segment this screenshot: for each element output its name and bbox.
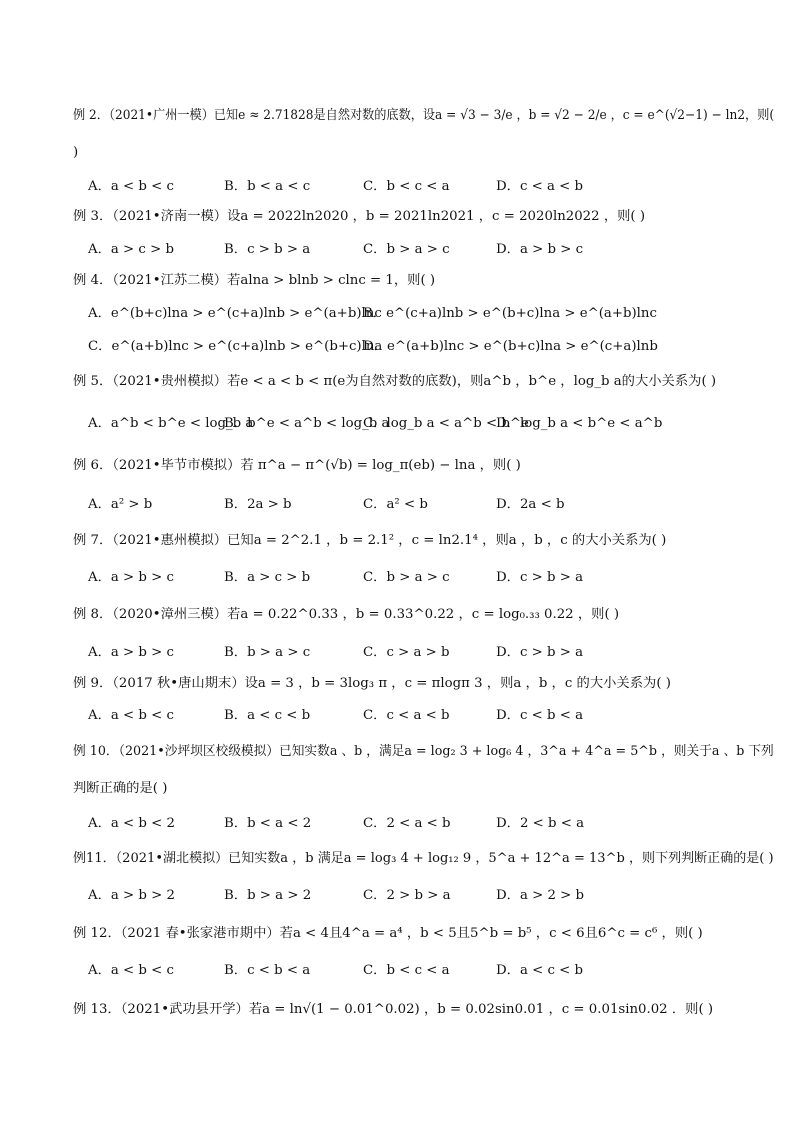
question-13-stem: 例 13．（2021•武功县开学）若a = ln√(1 − 0.01^0.02) ，b = 0.02sin0.01 ，c = 0.01sin0.02 ．则( ): [73, 1002, 714, 1017]
question-4-option-d: D．e^(a+b)lnc > e^(b+c)lna > e^(c+a)lnb: [363, 339, 658, 354]
question-3-option-a: A．a > c > b: [88, 242, 174, 257]
question-8-option-b: B．b > a > c: [224, 645, 311, 660]
question-10-option-a: A．a < b < 2: [88, 816, 175, 831]
question-8-stem: 例 8．（2020•漳州三模）若a = 0.22^0.33 ，b = 0.33^0.22 ，c = log₀.₃₃ 0.22 ，则( ): [73, 607, 620, 622]
question-7-option-b: B．a > c > b: [224, 570, 311, 585]
question-12-option-a: A．a < b < c: [88, 963, 174, 978]
question-10-option-d: D．2 < b < a: [496, 816, 585, 831]
question-9-option-b: B．a < c < b: [224, 708, 311, 723]
question-4-stem: 例 4．（2021•江苏二模）若alna > blnb > clnc = 1，则( ): [73, 273, 436, 288]
question-2-option-b: B．b < a < c: [224, 179, 311, 194]
question-5-option-a: A．a^b < b^e < log_b a: [88, 416, 254, 431]
question-5-option-b: B．b^e < a^b < log_b a: [224, 416, 390, 431]
question-11-option-a: A．a > b > 2: [88, 888, 175, 903]
question-4-option-b: B．e^(c+a)lnb > e^(b+c)lna > e^(a+b)lnc: [363, 306, 657, 321]
question-3-option-c: C．b > a > c: [363, 242, 450, 257]
question-6-option-c: C．a² < b: [363, 497, 428, 512]
question-5-option-d: D．log_b a < b^e < a^b: [496, 416, 663, 431]
question-2-option-a: A．a < b < c: [88, 179, 174, 194]
question-9-stem: 例 9．（2017 秋•唐山期末）设a = 3 ，b = 3log₃ π ，c = πlogπ 3 ，则a ，b ，c 的大小关系为( ): [73, 676, 671, 691]
question-6-option-d: D．2a < b: [496, 497, 565, 512]
question-9-option-d: D．c < b < a: [496, 708, 584, 723]
question-2-stem-cont: ): [73, 145, 79, 160]
question-6-stem: 例 6．（2021•毕节市模拟）若 π^a − π^(√b) = log_π(eb) − lna ，则( ): [73, 458, 521, 473]
question-8-option-a: A．a > b > c: [88, 645, 174, 660]
question-7-option-a: A．a > b > c: [88, 570, 174, 585]
question-4-option-a: A．e^(b+c)lna > e^(c+a)lnb > e^(a+b)lnc: [88, 306, 382, 321]
question-4-option-c: C．e^(a+b)lnc > e^(c+a)lnb > e^(b+c)lna: [88, 339, 383, 354]
question-11-option-d: D．a > 2 > b: [496, 888, 585, 903]
question-2-option-d: D．c < a < b: [496, 179, 584, 194]
question-10-option-b: B．b < a < 2: [224, 816, 312, 831]
question-8-option-d: D．c > b > a: [496, 645, 584, 660]
question-3-option-d: D．a > b > c: [496, 242, 584, 257]
question-3-option-b: B．c > b > a: [224, 242, 311, 257]
question-7-stem: 例 7．（2021•惠州模拟）已知a = 2^2.1 ，b = 2.1² ，c = ln2.1⁴ ，则a ，b ，c 的大小关系为( ): [73, 533, 667, 548]
question-2-option-c: C．b < c < a: [363, 179, 450, 194]
question-11-stem: 例11．（2021•湖北模拟）已知实数a ，b 满足a = log₃ 4 + log₁₂ 9 ，5^a + 12^a = 13^b ，则下列判断正确的是( ): [73, 851, 774, 866]
question-10-stem-cont: 判断正确的是( ): [73, 781, 168, 796]
question-5-option-c: C．log_b a < a^b < b^e: [363, 416, 529, 431]
question-12-option-b: B．c < b < a: [224, 963, 311, 978]
question-9-option-c: C．c < a < b: [363, 708, 450, 723]
question-10-stem: 例 10．（2021•沙坪坝区校级模拟）已知实数a 、b ，满足a = log₂ 3 + log₆ 4 ，3^a + 4^a = 5^b ，则关于a 、b 下列: [73, 744, 774, 759]
question-11-option-b: B．b > a > 2: [224, 888, 312, 903]
question-8-option-c: C．c > a > b: [363, 645, 450, 660]
question-2-stem: 例 2．（2021•广州一模）已知e ≈ 2.71828是自然对数的底数，设a = √3 − 3/e ，b = √2 − 2/e ，c = e^(√2−1) − ln2，则(: [73, 108, 775, 123]
question-12-stem: 例 12．（2021 春•张家港市期中）若a < 4且4^a = a⁴ ，b < 5且5^b = b⁵ ，c < 6且6^c = c⁶ ，则( ): [73, 926, 703, 941]
question-7-option-c: C．b > a > c: [363, 570, 450, 585]
question-12-option-d: D．a < c < b: [496, 963, 584, 978]
question-12-option-c: C．b < c < a: [363, 963, 450, 978]
question-6-option-a: A．a² > b: [88, 497, 153, 512]
question-6-option-b: B．2a > b: [224, 497, 292, 512]
question-10-option-c: C．2 < a < b: [363, 816, 451, 831]
question-7-option-d: D．c > b > a: [496, 570, 584, 585]
question-11-option-c: C．2 > b > a: [363, 888, 451, 903]
question-9-option-a: A．a < b < c: [88, 708, 174, 723]
question-5-stem: 例 5．（2021•贵州模拟）若e < a < b < π(e为自然对数的底数)，则a^b ，b^e ，log_b a的大小关系为( ): [73, 374, 717, 389]
question-3-stem: 例 3．（2021•济南一模）设a = 2022ln2020 ，b = 2021ln2021 ，c = 2020ln2022 ，则( ): [73, 209, 646, 224]
